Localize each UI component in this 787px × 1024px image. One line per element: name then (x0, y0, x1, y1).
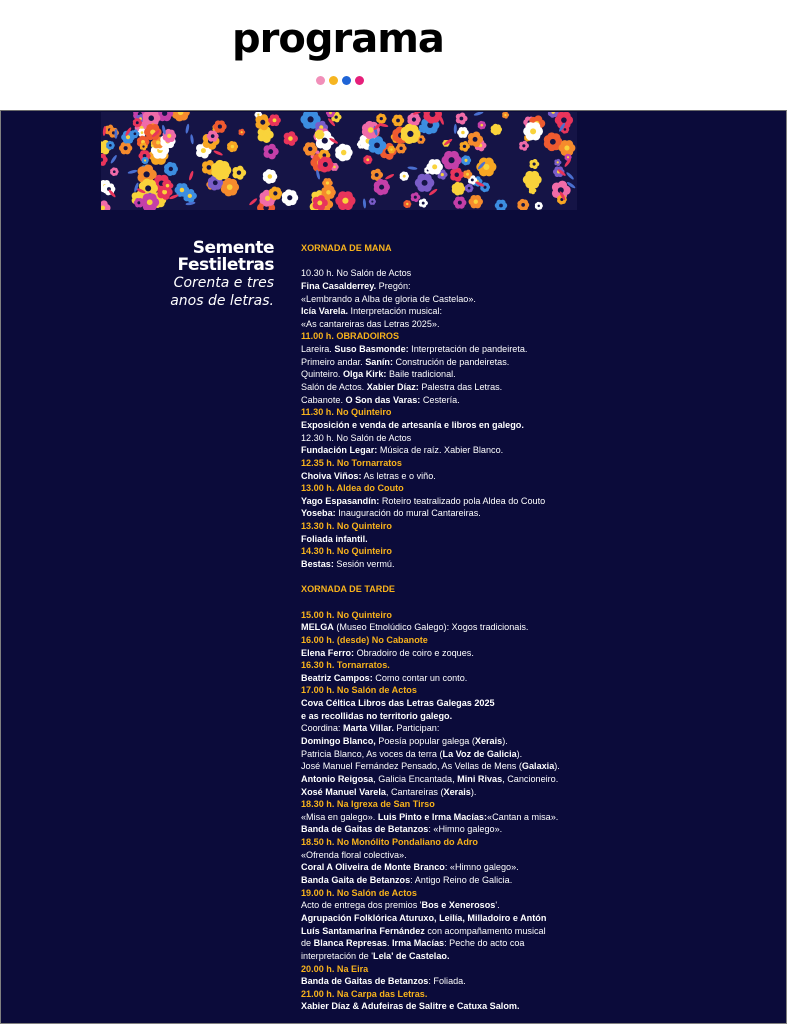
floral-banner-illustration (101, 112, 577, 210)
program-heading (301, 330, 601, 343)
event-title-line-2: Festiletras (177, 255, 274, 275)
program-text: Construción de pandeiretas. (393, 356, 510, 367)
program-bold-text: Coral A Oliveira de Monte Branco (301, 862, 445, 873)
program-line (301, 432, 601, 445)
program-heading (301, 457, 601, 470)
program-text: : Foliada. (428, 976, 466, 987)
program-line (301, 899, 601, 912)
program-text: de (301, 938, 314, 949)
program-line (301, 823, 601, 836)
program-bold-text: Banda de Gaitas de Betanzos (301, 824, 429, 835)
program-text: Acto de entrega dos premios ' (301, 900, 422, 911)
program-text: Cestería. (420, 394, 460, 405)
program-line (301, 381, 601, 394)
program-text: Primeiro andar. (301, 356, 366, 367)
schedule-heading-text: 19.00 h. No Salón de Actos (301, 887, 417, 898)
program-text: Roteiro teatralizado pola Aldea do Couto (379, 495, 546, 506)
schedule-heading-text: 18.50 h. No Monólito Pondaliano do Adro (301, 837, 478, 848)
program-line (301, 710, 601, 723)
page-header (0, 0, 787, 110)
leaf-icon (114, 129, 117, 139)
program-heading (301, 836, 601, 849)
program-heading (301, 684, 601, 697)
program-text: Poesía popular galega ( (375, 735, 475, 746)
program-text: : Peche do acto coa (444, 938, 525, 949)
page-title: programa (232, 16, 444, 62)
event-title-line-1: Semente (192, 238, 274, 258)
program-bold-text: Suso Basmonde: (334, 344, 409, 355)
program-text: «Ofrenda floral colectiva». (301, 849, 407, 860)
program-bold-text: Irma Macías (392, 938, 445, 949)
program-line (301, 925, 601, 938)
program-bold-text: O Son das Varas: (345, 394, 421, 405)
decorative-dots (316, 76, 364, 85)
program-bold-text: Banda Gaita de Betanzos (301, 875, 411, 886)
program-bold-text: Olga Kirk: (342, 369, 387, 380)
program-line (301, 305, 601, 318)
program-line (301, 722, 601, 735)
program-bold-text: Lela' de Castelao. (373, 950, 450, 961)
program-text: : «Himno galego». (428, 824, 503, 835)
program-spacer (301, 571, 601, 584)
program-bold-text: Agrupación Folklórica Aturuxo, Leilía, Milladoiro e Antón (301, 912, 547, 923)
program-line (301, 975, 601, 988)
program-text: Salón de Actos. (301, 382, 367, 393)
program-heading (301, 520, 601, 533)
program-text: 12.30 h. No Salón de Actos (301, 432, 412, 443)
program-text: Lareira. (301, 344, 335, 355)
program-bold-text: Sanín: (365, 356, 393, 367)
program-text: ). (502, 735, 508, 746)
program-line (301, 1000, 601, 1013)
program-heading (301, 545, 601, 558)
program-line (301, 672, 601, 685)
program-line (301, 356, 601, 369)
program-bold-text: e as recollidas no territorio galego. (301, 710, 453, 721)
schedule-heading-text: 14.30 h. No Quinteiro (301, 546, 392, 557)
program-text: '. (495, 900, 500, 911)
program-line (301, 748, 601, 761)
program-bold-text: MELGA (301, 622, 334, 633)
program-text: Inauguración do mural Cantareiras. (335, 508, 481, 519)
decorative-dot (329, 76, 338, 85)
program-bold-text: Exposición e venda de artesanía e libros en galego. (301, 419, 524, 430)
program-bold-text: Bos e Xenerosos (421, 900, 496, 911)
program-line (301, 849, 601, 862)
program-bold-text: Foliada infantil. (301, 533, 368, 544)
program-line (301, 533, 601, 546)
schedule-heading-text: 18.30 h. Na Igrexa de San Tirso (301, 799, 435, 810)
program-bold-text: Xerais (443, 786, 471, 797)
program-line (301, 419, 601, 432)
schedule-heading-text: 13.00 h. Aldea do Couto (301, 483, 404, 494)
program-text: interpretación de ' (301, 950, 374, 961)
program-heading (301, 583, 601, 596)
program-text: Participan: (393, 723, 440, 734)
schedule-heading-text: 20.00 h. Na Eira (301, 963, 369, 974)
program-heading (301, 887, 601, 900)
program-text: Palestra das Letras. (418, 382, 503, 393)
program-heading (301, 988, 601, 1001)
program-text: «Misa en galego». (301, 811, 378, 822)
schedule-heading-text: 21.00 h. Na Carpa das Letras. (301, 988, 428, 999)
schedule-heading-text: 16.30 h. Tornarratos. (301, 660, 390, 671)
program-bold-text: Fina Casalderrey. (301, 280, 377, 291)
program-text: : Antigo Reino de Galicia. (410, 875, 513, 886)
schedule-heading-text: 13.30 h. No Quinteiro (301, 521, 392, 532)
schedule-heading-text: 17.00 h. No Salón de Actos (301, 685, 417, 696)
program-line (301, 495, 601, 508)
schedule-heading-text: XORNADA DE MANA (301, 243, 392, 253)
program-bold-text: Domingo Blanco, (301, 735, 376, 746)
program-line (301, 444, 601, 457)
program-text: Cabanote. (301, 394, 346, 405)
program-line (301, 368, 601, 381)
program-bold-text: Choiva Viños: (301, 470, 362, 481)
program-bold-text: Icía Varela. (301, 306, 349, 317)
program-line (301, 267, 601, 280)
program-line (301, 811, 601, 824)
program-bold-text: Yago Espasandín: (301, 495, 380, 506)
program-text: Patricia Blanco, As voces da terra ( (301, 748, 443, 759)
program-heading (301, 406, 601, 419)
schedule-heading-text: XORNADA DE TARDE (301, 584, 395, 595)
program-bold-text: Xabier Díaz: (366, 382, 419, 393)
program-line (301, 318, 601, 331)
program-heading (301, 963, 601, 976)
program-line (301, 861, 601, 874)
program-text: . (386, 938, 393, 949)
program-bold-text: Xerais (474, 735, 503, 746)
program-line (301, 507, 601, 520)
schedule-heading-text: 12.35 h. No Tornarratos (301, 457, 402, 468)
program-heading (301, 634, 601, 647)
program-text: Sesión vermú. (333, 559, 395, 570)
schedule-heading-text: 11.00 h. OBRADOIROS (301, 331, 400, 342)
program-bold-text: Elena Ferro: (301, 647, 355, 658)
program-text: Pregón: (376, 280, 411, 291)
program-text: Baile tradicional. (386, 369, 456, 380)
event-subtitle-line-2: anos de letras. (170, 293, 274, 309)
program-line (301, 760, 601, 773)
program-schedule (301, 242, 601, 1013)
schedule-heading-text: 15.00 h. No Quinteiro (301, 609, 392, 620)
program-bold-text: Galaxia (521, 761, 555, 772)
decorative-dot (355, 76, 364, 85)
program-line (301, 280, 601, 293)
event-subtitle-line-1: Corenta e tres (173, 275, 274, 291)
program-heading (301, 659, 601, 672)
program-bold-text: Blanca Represas (313, 938, 387, 949)
program-bold-text: Antonio Reigosa (301, 773, 374, 784)
program-bold-text: Yoseba: (301, 508, 336, 519)
program-text: , Cancioneiro. (502, 773, 559, 784)
program-text: , Cantareiras ( (385, 786, 444, 797)
program-text: con acompañamento musical (424, 925, 546, 936)
program-bold-text: La Voz de Galicia (442, 748, 517, 759)
program-text: «Cantan a misa». (487, 811, 559, 822)
program-line (301, 697, 601, 710)
program-line (301, 773, 601, 786)
program-bold-text: Luís Santamarina Fernández (301, 925, 425, 936)
program-line (301, 786, 601, 799)
program-bold-text: Cova Céltica Libros das Letras Galegas 2025 (301, 698, 495, 709)
program-bold-text: Xabier Díaz & Adufeiras de Salitre e Catuxa Salom. (301, 1001, 520, 1012)
schedule-heading-text: 16.00 h. (desde) No Cabanote (301, 634, 428, 645)
event-title-block (120, 240, 274, 310)
program-line (301, 621, 601, 634)
program-bold-text: Beatriz Campos: (301, 672, 373, 683)
program-text: Interpretación de pandeireta. (408, 344, 528, 355)
program-text: Música de raíz. Xabier Blanco. (377, 445, 504, 456)
program-text: Quinteiro. (301, 369, 343, 380)
decorative-dot (316, 76, 325, 85)
program-line (301, 874, 601, 887)
program-line (301, 470, 601, 483)
program-line (301, 735, 601, 748)
program-bold-text: Mini Rivas (457, 773, 503, 784)
program-line (301, 937, 601, 950)
program-text: «As cantareiras das Letras 2025». (301, 318, 440, 329)
program-text: Obradoiro de coiro e zoques. (354, 647, 474, 658)
decorative-dot (342, 76, 351, 85)
program-text: , Galicia Encantada, (373, 773, 458, 784)
program-bold-text: Banda de Gaitas de Betanzos (301, 976, 429, 987)
program-text: ). (516, 748, 523, 759)
program-bold-text: Bestas: (301, 559, 334, 570)
program-bold-text: Marta Villar. (342, 723, 394, 734)
program-line (301, 394, 601, 407)
program-heading (301, 798, 601, 811)
program-text: Como contar un conto. (372, 672, 468, 683)
program-text: José Manuel Fernández Pensado, As Vellas de Mens ( (301, 761, 522, 772)
program-line (301, 293, 601, 306)
program-text: (Museo Etnolúdico Galego): Xogos tradicionais. (333, 622, 529, 633)
program-line (301, 950, 601, 963)
program-spacer (301, 255, 601, 268)
program-bold-text: Luis Pinto e Irma Macías: (377, 811, 488, 822)
program-text: : «Himno galego». (444, 862, 519, 873)
program-text: Interpretación musical: (348, 306, 443, 317)
program-heading (301, 242, 601, 255)
program-text: As letras e o viño. (361, 470, 436, 481)
program-line (301, 343, 601, 356)
program-bold-text: Xosé Manuel Varela (301, 786, 386, 797)
program-bold-text: Fundación Legar: (301, 445, 378, 456)
program-text: Coordina: (301, 723, 343, 734)
program-spacer (301, 596, 601, 609)
program-heading (301, 609, 601, 622)
program-text: ). (554, 761, 560, 772)
program-text: 10.30 h. No Salón de Actos (301, 268, 412, 279)
program-line (301, 647, 601, 660)
program-text: «Lembrando a Alba de gloria de Castelao». (301, 293, 476, 304)
program-heading (301, 482, 601, 495)
program-text: ). (470, 786, 477, 797)
program-line (301, 912, 601, 925)
schedule-heading-text: 11.30 h. No Quinteiro (301, 407, 392, 418)
program-line (301, 558, 601, 571)
